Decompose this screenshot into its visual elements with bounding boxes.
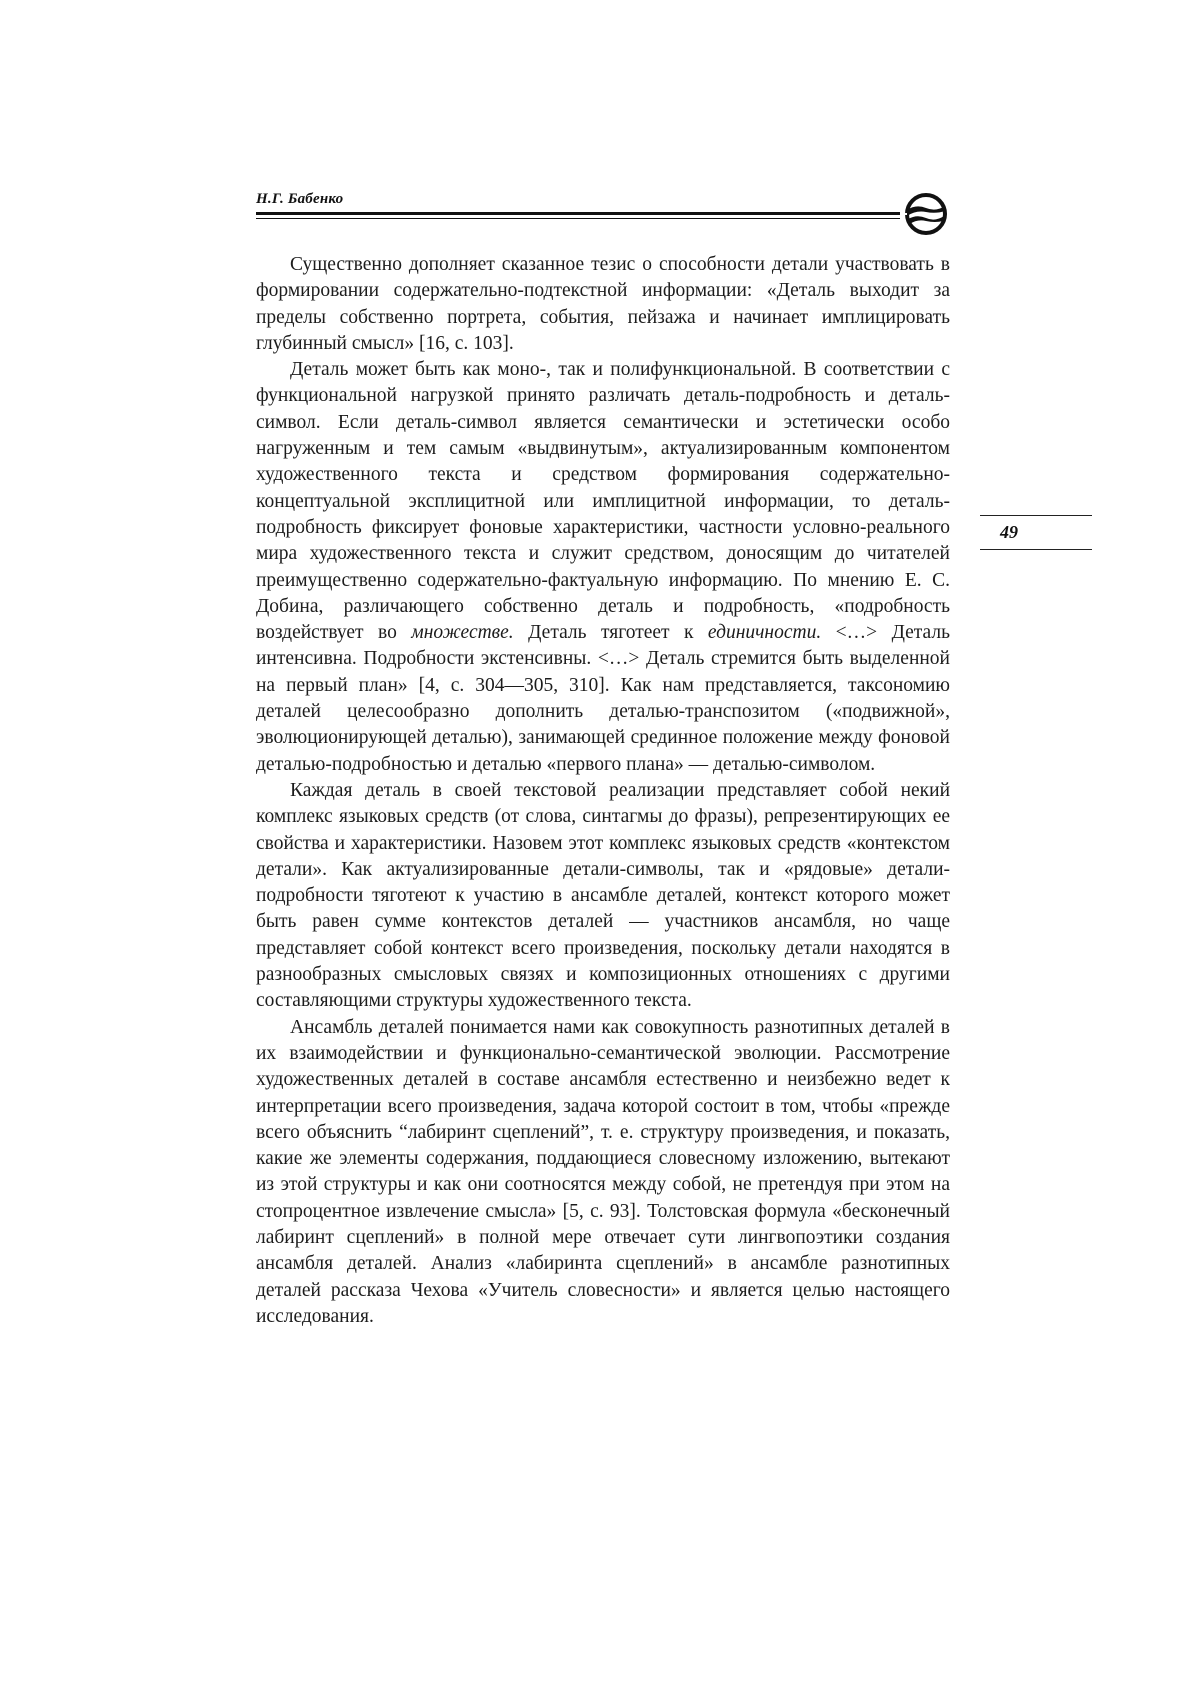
paragraph-4 — [256, 1015, 950, 1331]
paragraph-3-text: Каждая деталь в своей текстовой реализации представляет собой некий комплекс языковых средств (от слова, синтагмы до фразы), репрезентирующих ее свойства и характеристики. Назовем этот комплекс языковых средств «контекстом детали». Как актуализированные детали-символы, так и «рядовые» детали-подробности тяготеют к участию в ансамбле деталей, контекст которого может быть равен сумме контекстов деталей — участников ансамбля, но чаще представляет собой контекст всего произведения, поскольку детали находятся в разнообразных смысловых связях и композиционных отношениях с другими составляющими структуры художественного текста. — [256, 779, 950, 1012]
paragraph-1-text: Существенно дополняет сказанное тезис о способности детали участвовать в формировании содержательно-подтекстной информации: «Деталь выходит за пределы собственно портрета, события, пейзажа и начинает имплицировать глубинный смысл» [16, с. 103]. — [256, 254, 950, 354]
italic-term-mnozhestve: множестве. — [411, 622, 514, 644]
header-rule-thick — [256, 212, 900, 215]
italic-term-edinichnosti: единичности. — [707, 622, 822, 644]
running-head-author: Н.Г. Бабенко — [256, 191, 344, 207]
paragraph-2-text-b: Деталь тяготеет к — [513, 622, 708, 644]
page-number-box — [980, 515, 1092, 550]
wave-globe-icon — [902, 192, 950, 236]
paragraph-2-text-c: <…> Деталь интенсивна. Подробности экстенсивны. <…> Деталь стремится быть выделенной на первый план» [4, с. 304—305, 310]. Как нам представляется, таксономию деталей целесообразно дополнить деталью-транспозитом («подвижной», эволюционирующей деталью), занимающей срединное положение между фоновой деталью-подробностью и деталью «первого плана» — деталью-символом. — [256, 622, 950, 775]
page-number: 49 — [1000, 522, 1018, 542]
paragraph-2-text-a: Деталь может быть как моно-, так и полифункциональной. В соответствии с функциональной нагрузкой принято различать деталь-подробность и деталь-символ. Если деталь-символ является семантически и эстетически особо нагруженным и тем самым «выдвинутым», актуализированным компонентом художественного текста и средством формирования содержательно-концептуальной эксплицитной или имплицитной информации, то деталь-подробность фиксирует фоновые характеристики, частности условно-реального мира художественного текста и служит средством, доносящим до читателей преимущественно содержательно-фактуальную информацию. По мнению Е. С. Добина, различающего собственно деталь и подробность, «подробность воздействует во — [256, 359, 950, 644]
paragraph-4-text: Ансамбль деталей понимается нами как совокупность разнотипных деталей в их взаимодействии и функционально-семантической эволюции. Рассмотрение художественных деталей в составе ансамбля естественно и неизбежно ведет к интерпретации всего произведения, задача которой состоит в том, чтобы «прежде всего объяснить “лабиринт сцеплений”, т. е. структуру произведения, и показать, какие же элементы содержания, поддающиеся словесному изложению, вытекают из этой структуры и как они соотносятся между собой, не претендуя при этом на стопроцентное извлечение смысла» [5, с. 93]. Толстовская формула «бесконечный лабиринт сцеплений» в полной мере отвечает сути лингвопоэтики создания ансамбля деталей. Анализ «лабиринта сцеплений» в ансамбле разнотипных деталей рассказа Чехова «Учитель словесности» и является целью настоящего исследования. — [256, 1016, 950, 1327]
paragraph-3 — [256, 778, 950, 1015]
paragraph-1 — [256, 252, 950, 357]
header-rule-thin — [256, 218, 900, 219]
paragraph-2 — [256, 357, 950, 778]
article-body — [256, 252, 950, 1330]
